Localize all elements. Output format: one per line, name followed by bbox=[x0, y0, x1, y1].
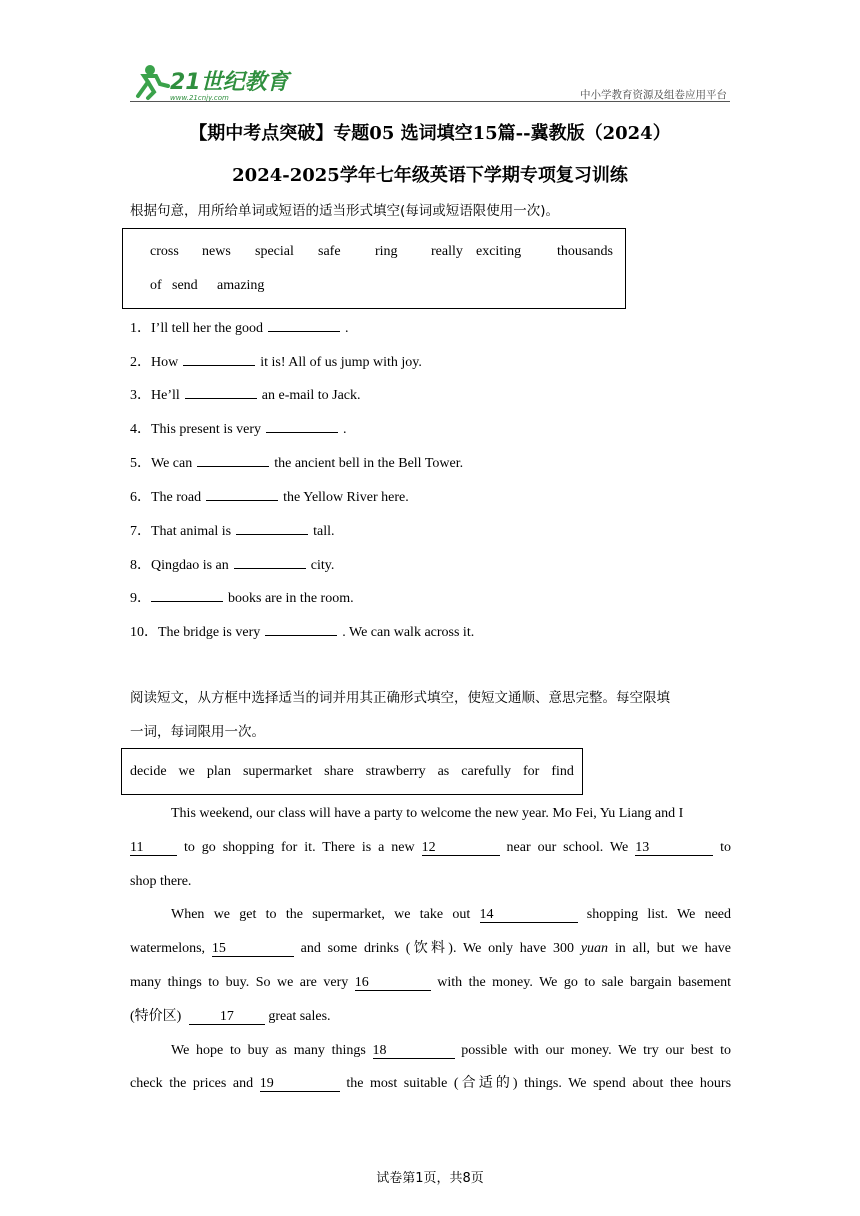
passage-line-7: (特价区) 17 great sales. bbox=[130, 1009, 331, 1024]
logo bbox=[130, 62, 289, 102]
header-divider bbox=[130, 101, 730, 102]
answer-blank-14[interactable]: 14 bbox=[480, 908, 578, 923]
answer-blank-16[interactable]: 16 bbox=[355, 976, 431, 991]
passage-line-8: We hope to buy as many things 18 possible with our money. We try our best to bbox=[171, 1043, 731, 1058]
question-7: 7．That animal is tall. bbox=[130, 521, 334, 541]
answer-blank-13[interactable]: 13 bbox=[635, 841, 713, 856]
word-box-item: find bbox=[551, 764, 574, 779]
logo-url: www.21cnjy.com bbox=[170, 94, 229, 102]
page-title-line1: 【期中考点突破】专题05 选词填空15篇--冀教版（2024） bbox=[189, 123, 671, 144]
passage-line-5: watermelons, 15 and some drinks (饮料). We only have 300 yuan in all, but we have bbox=[130, 941, 732, 956]
word-box-item: send bbox=[172, 278, 198, 293]
question-5: 5．We can the ancient bell in the Bell Tower. bbox=[130, 453, 463, 473]
answer-blank[interactable] bbox=[265, 622, 337, 636]
logo-text: 21世纪教育 bbox=[170, 70, 289, 95]
word-box-item: exciting bbox=[476, 244, 522, 259]
word-box-item: amazing bbox=[217, 278, 265, 293]
section1-instruction: 根据句意，用所给单词或短语的适当形式填空(每词或短语限使用一次)。 bbox=[130, 203, 560, 219]
word-box-item: share bbox=[324, 764, 354, 779]
question-2: 2．How it is! All of us jump with joy. bbox=[130, 352, 422, 372]
answer-blank[interactable] bbox=[266, 419, 338, 433]
word-box-item: decide bbox=[130, 764, 167, 779]
answer-blank-11[interactable]: 11 bbox=[130, 841, 177, 856]
word-box-item: for bbox=[523, 764, 540, 779]
answer-blank[interactable] bbox=[185, 385, 257, 399]
word-box-item: supermarket bbox=[242, 764, 313, 779]
runner-logo-icon bbox=[130, 62, 289, 102]
answer-blank[interactable] bbox=[183, 352, 255, 366]
section1-word-box bbox=[122, 228, 626, 309]
passage-line-4: When we get to the supermarket, we take out 14 shopping list. We need bbox=[171, 907, 732, 922]
question-9: 9． books are in the room. bbox=[130, 588, 354, 608]
passage-line-6: many things to buy. So we are very 16 with the money. We go to sale bargain basement bbox=[130, 975, 732, 990]
answer-blank[interactable] bbox=[236, 521, 308, 535]
section2-word-box bbox=[121, 748, 583, 795]
passage-line-9: check the prices and 19 the most suitable (合适的) things. We spend about thee hours bbox=[130, 1076, 732, 1091]
question-4: 4．This present is very . bbox=[130, 419, 347, 439]
page-footer: 试卷第1页，共8页 bbox=[376, 1171, 484, 1186]
section2-instruction-line1: 阅读短文，从方框中选择适当的词并用其正确形式填空，使短文通顺、意思完整。每空限填 bbox=[130, 690, 670, 706]
answer-blank[interactable] bbox=[234, 555, 306, 569]
passage-line-1: This weekend, our class will have a party to welcome the new year. Mo Fei, Yu Liang and I bbox=[171, 806, 684, 821]
word-box-item: carefully bbox=[461, 764, 512, 779]
answer-blank-17[interactable]: 17 bbox=[189, 1010, 265, 1025]
question-6: 6．The road the Yellow River here. bbox=[130, 487, 409, 507]
answer-blank[interactable] bbox=[151, 588, 223, 602]
word-box-item: plan bbox=[206, 764, 231, 779]
answer-blank-15[interactable]: 15 bbox=[212, 942, 294, 957]
section2-instruction-line2: 一词，每词限用一次。 bbox=[130, 724, 265, 740]
word-box-item: we bbox=[178, 764, 195, 779]
header-tagline: 中小学教育资源及组卷应用平台 bbox=[580, 89, 727, 101]
word-box-item: of bbox=[150, 278, 162, 293]
word-box-item: safe bbox=[318, 244, 341, 259]
word-box-item: really bbox=[431, 244, 463, 259]
word-box-item: thousands bbox=[557, 244, 613, 259]
answer-blank-18[interactable]: 18 bbox=[373, 1044, 455, 1059]
word-box-item: cross bbox=[150, 244, 179, 259]
word-box-item: special bbox=[255, 244, 294, 259]
question-10: 10．The bridge is very . We can walk across it. bbox=[130, 622, 474, 642]
question-8: 8．Qingdao is an city. bbox=[130, 555, 334, 575]
word-box-item: news bbox=[202, 244, 231, 259]
question-1: 1．I’ll tell her the good . bbox=[130, 318, 348, 338]
answer-blank[interactable] bbox=[268, 318, 340, 332]
answer-blank-12[interactable]: 12 bbox=[422, 841, 500, 856]
word-box-item: strawberry bbox=[365, 764, 426, 779]
answer-blank[interactable] bbox=[206, 487, 278, 501]
page-title-line2: 2024-2025学年七年级英语下学期专项复习训练 bbox=[232, 165, 628, 186]
answer-blank-19[interactable]: 19 bbox=[260, 1077, 340, 1092]
answer-blank[interactable] bbox=[197, 453, 269, 467]
question-3: 3．He’ll an e-mail to Jack. bbox=[130, 385, 361, 405]
word-box-item: ring bbox=[375, 244, 398, 259]
word-box-item: as bbox=[437, 764, 450, 779]
passage-line-3: shop there. bbox=[130, 874, 192, 889]
passage-line-2: 11 to go shopping for it. There is a new 12 near our school. We 13 to bbox=[130, 840, 732, 855]
